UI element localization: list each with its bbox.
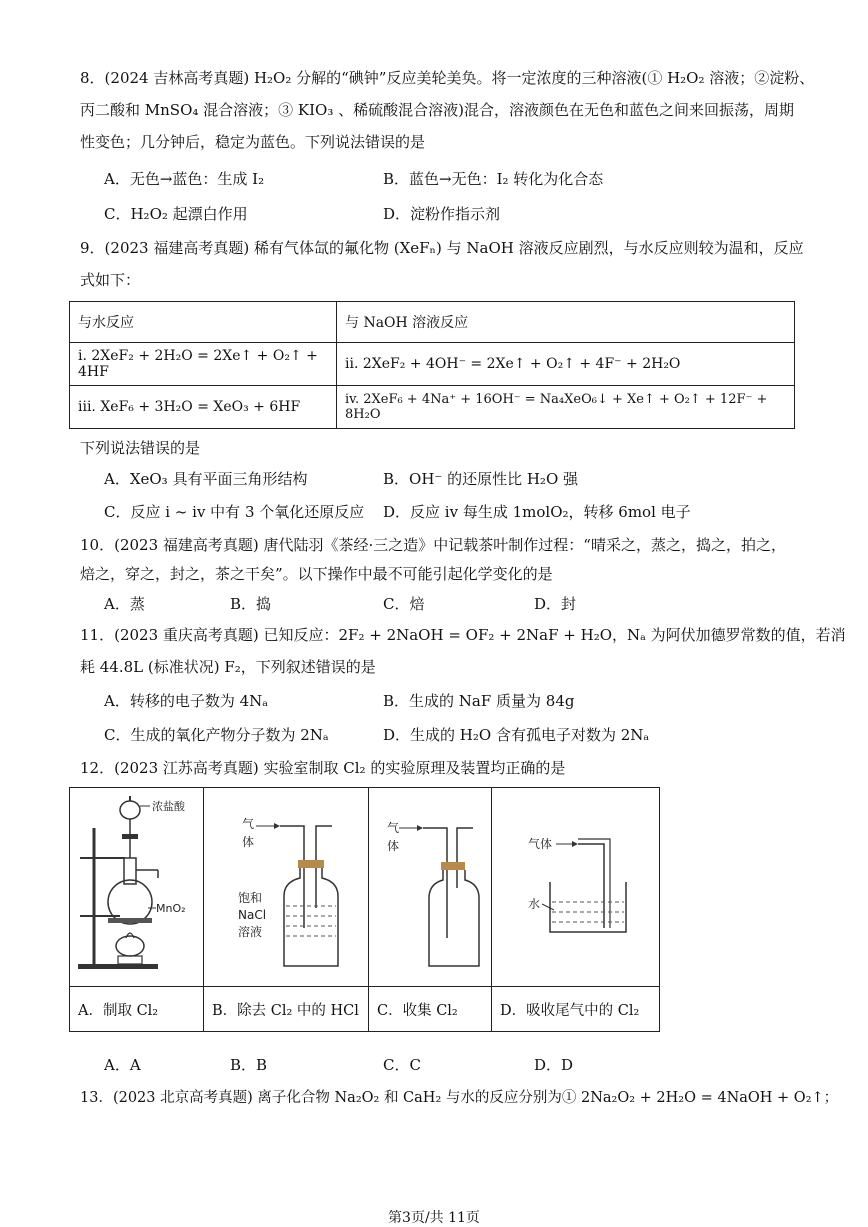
q10-option-b: B．捣 xyxy=(230,595,272,613)
table-header-naoh: 与 NaOH 溶液反应 xyxy=(337,302,795,343)
q9-line1: 9．(2023 福建高考真题) 稀有气体氙的氟化物 (XeFₙ) 与 NaOH 溶液反应剧烈，与水反应则较为温和，反应 xyxy=(80,239,804,257)
q11-line1: 11．(2023 重庆高考真题) 已知反应：2F₂ + 2NaOH = OF₂ + 2NaF + H₂O，Nₐ 为阿伏加德罗常数的值，若消 xyxy=(80,626,846,644)
q9-option-b: B．OH⁻ 的还原性比 H₂O 强 xyxy=(383,470,579,488)
q11-option-d: D．生成的 H₂O 含有孤电子对数为 2Nₐ xyxy=(383,726,650,744)
q8-option-a: A．无色→蓝色：生成 I₂ xyxy=(104,170,265,188)
apparatus-c-cell xyxy=(369,788,492,987)
reaction-i: i. 2XeF₂ + 2H₂O = 2Xe↑ + O₂↑ + 4HF xyxy=(70,343,337,386)
q9-option-c: C．反应 i ~ iv 中有 3 个氧化还原反应 xyxy=(104,503,365,521)
q10-option-a: A．蒸 xyxy=(104,595,145,613)
q12-option-b: B．B xyxy=(230,1056,268,1074)
reaction-ii: ii. 2XeF₂ + 4OH⁻ = 2Xe↑ + O₂↑ + 4F⁻ + 2H₂O xyxy=(337,343,795,386)
page-footer: 第3页/共 11页 xyxy=(388,1210,480,1226)
caption-d: D．吸收尾气中的 Cl₂ xyxy=(492,987,660,1032)
q8-line1: 8．(2024 吉林高考真题) H₂O₂ 分解的“碘钟”反应美轮美奂。将一定浓度的三种溶液(① H₂O₂ 溶液；②淀粉、 xyxy=(80,69,815,87)
q11-option-b: B．生成的 NaF 质量为 84g xyxy=(383,692,575,710)
label-d-gas: 气体 xyxy=(528,837,553,851)
q8-line2: 丙二酸和 MnSO₄ 混合溶液；③ KIO₃ 、稀硫酸混合溶液)混合，溶液颜色在无色和蓝色之间来回振荡，周期 xyxy=(80,101,794,119)
q9-line2: 式如下： xyxy=(80,271,141,289)
reaction-iv: iv. 2XeF₆ + 4Na⁺ + 16OH⁻ = Na₄XeO₆↓ + Xe↑ + O₂↑ + 12F⁻ + 8H₂O xyxy=(337,386,795,429)
label-c-gas-2: 体 xyxy=(387,839,400,853)
q10-option-d: D．封 xyxy=(534,595,577,613)
label-b-sol-2: NaCl xyxy=(238,908,267,922)
apparatus-a-figure xyxy=(70,788,203,982)
q8-option-c: C．H₂O₂ 起漂白作用 xyxy=(104,205,248,223)
q8-option-d: D．淀粉作指示剂 xyxy=(383,205,501,223)
q9-option-a: A．XeO₃ 具有平面三角形结构 xyxy=(104,470,308,488)
q13-line1: 13．(2023 北京高考真题) 离子化合物 Na₂O₂ 和 CaH₂ 与水的反应分别为① 2Na₂O₂ + 2H₂O = 4NaOH + O₂↑； xyxy=(80,1090,839,1106)
apparatus-d-figure xyxy=(492,788,659,982)
q8-line3: 性变色；几分钟后，稳定为蓝色。下列说法错误的是 xyxy=(80,133,426,151)
q11-option-a: A．转移的电子数为 4Nₐ xyxy=(104,692,269,710)
apparatus-c-figure xyxy=(369,788,491,982)
q10-line2: 焙之，穿之，封之，茶之干矣”。以下操作中最不可能引起化学变化的是 xyxy=(80,565,553,583)
caption-c: C．收集 Cl₂ xyxy=(369,987,492,1032)
table-header-water: 与水反应 xyxy=(70,302,337,343)
caption-a: A．制取 Cl₂ xyxy=(70,987,204,1032)
apparatus-b-cell xyxy=(204,788,369,987)
q12-option-a: A．A xyxy=(104,1056,141,1074)
q12-option-c: C．C xyxy=(383,1056,421,1074)
q11-option-c: C．生成的氧化产物分子数为 2Nₐ xyxy=(104,726,329,744)
label-conc-hcl: 浓盐酸 xyxy=(152,800,185,813)
label-b-sol-3: 溶液 xyxy=(238,925,263,939)
reaction-table xyxy=(69,301,795,429)
q12-line1: 12．(2023 江苏高考真题) 实验室制取 Cl₂ 的实验原理及装置均正确的是 xyxy=(80,759,566,777)
q11-line2: 耗 44.8L (标准状况) F₂，下列叙述错误的是 xyxy=(80,658,376,676)
label-b-gas-1: 气 xyxy=(242,817,255,831)
label-b-sol-1: 饱和 xyxy=(238,891,263,905)
label-d-water: 水 xyxy=(528,897,541,911)
q10-option-c: C．焙 xyxy=(383,595,425,613)
apparatus-a-cell xyxy=(70,788,204,987)
apparatus-b-figure xyxy=(204,788,368,982)
q10-line1: 10．(2023 福建高考真题) 唐代陆羽《茶经·三之造》中记载茶叶制作过程：“晴采之，蒸之，捣之，拍之， xyxy=(80,536,786,554)
label-mno2: MnO₂ xyxy=(156,902,186,915)
reaction-iii: iii. XeF₆ + 3H₂O = XeO₃ + 6HF xyxy=(70,386,337,429)
caption-b: B．除去 Cl₂ 中的 HCl xyxy=(204,987,369,1032)
apparatus-d-cell xyxy=(492,788,660,987)
q9-option-d: D．反应 iv 每生成 1molO₂，转移 6mol 电子 xyxy=(383,503,691,521)
q9-stem: 下列说法错误的是 xyxy=(80,439,201,457)
label-b-gas-2: 体 xyxy=(242,835,255,849)
q8-option-b: B．蓝色→无色：I₂ 转化为化合态 xyxy=(383,170,604,188)
q12-option-d: D．D xyxy=(534,1056,574,1074)
label-c-gas-1: 气 xyxy=(387,821,400,835)
apparatus-table xyxy=(69,787,660,1032)
